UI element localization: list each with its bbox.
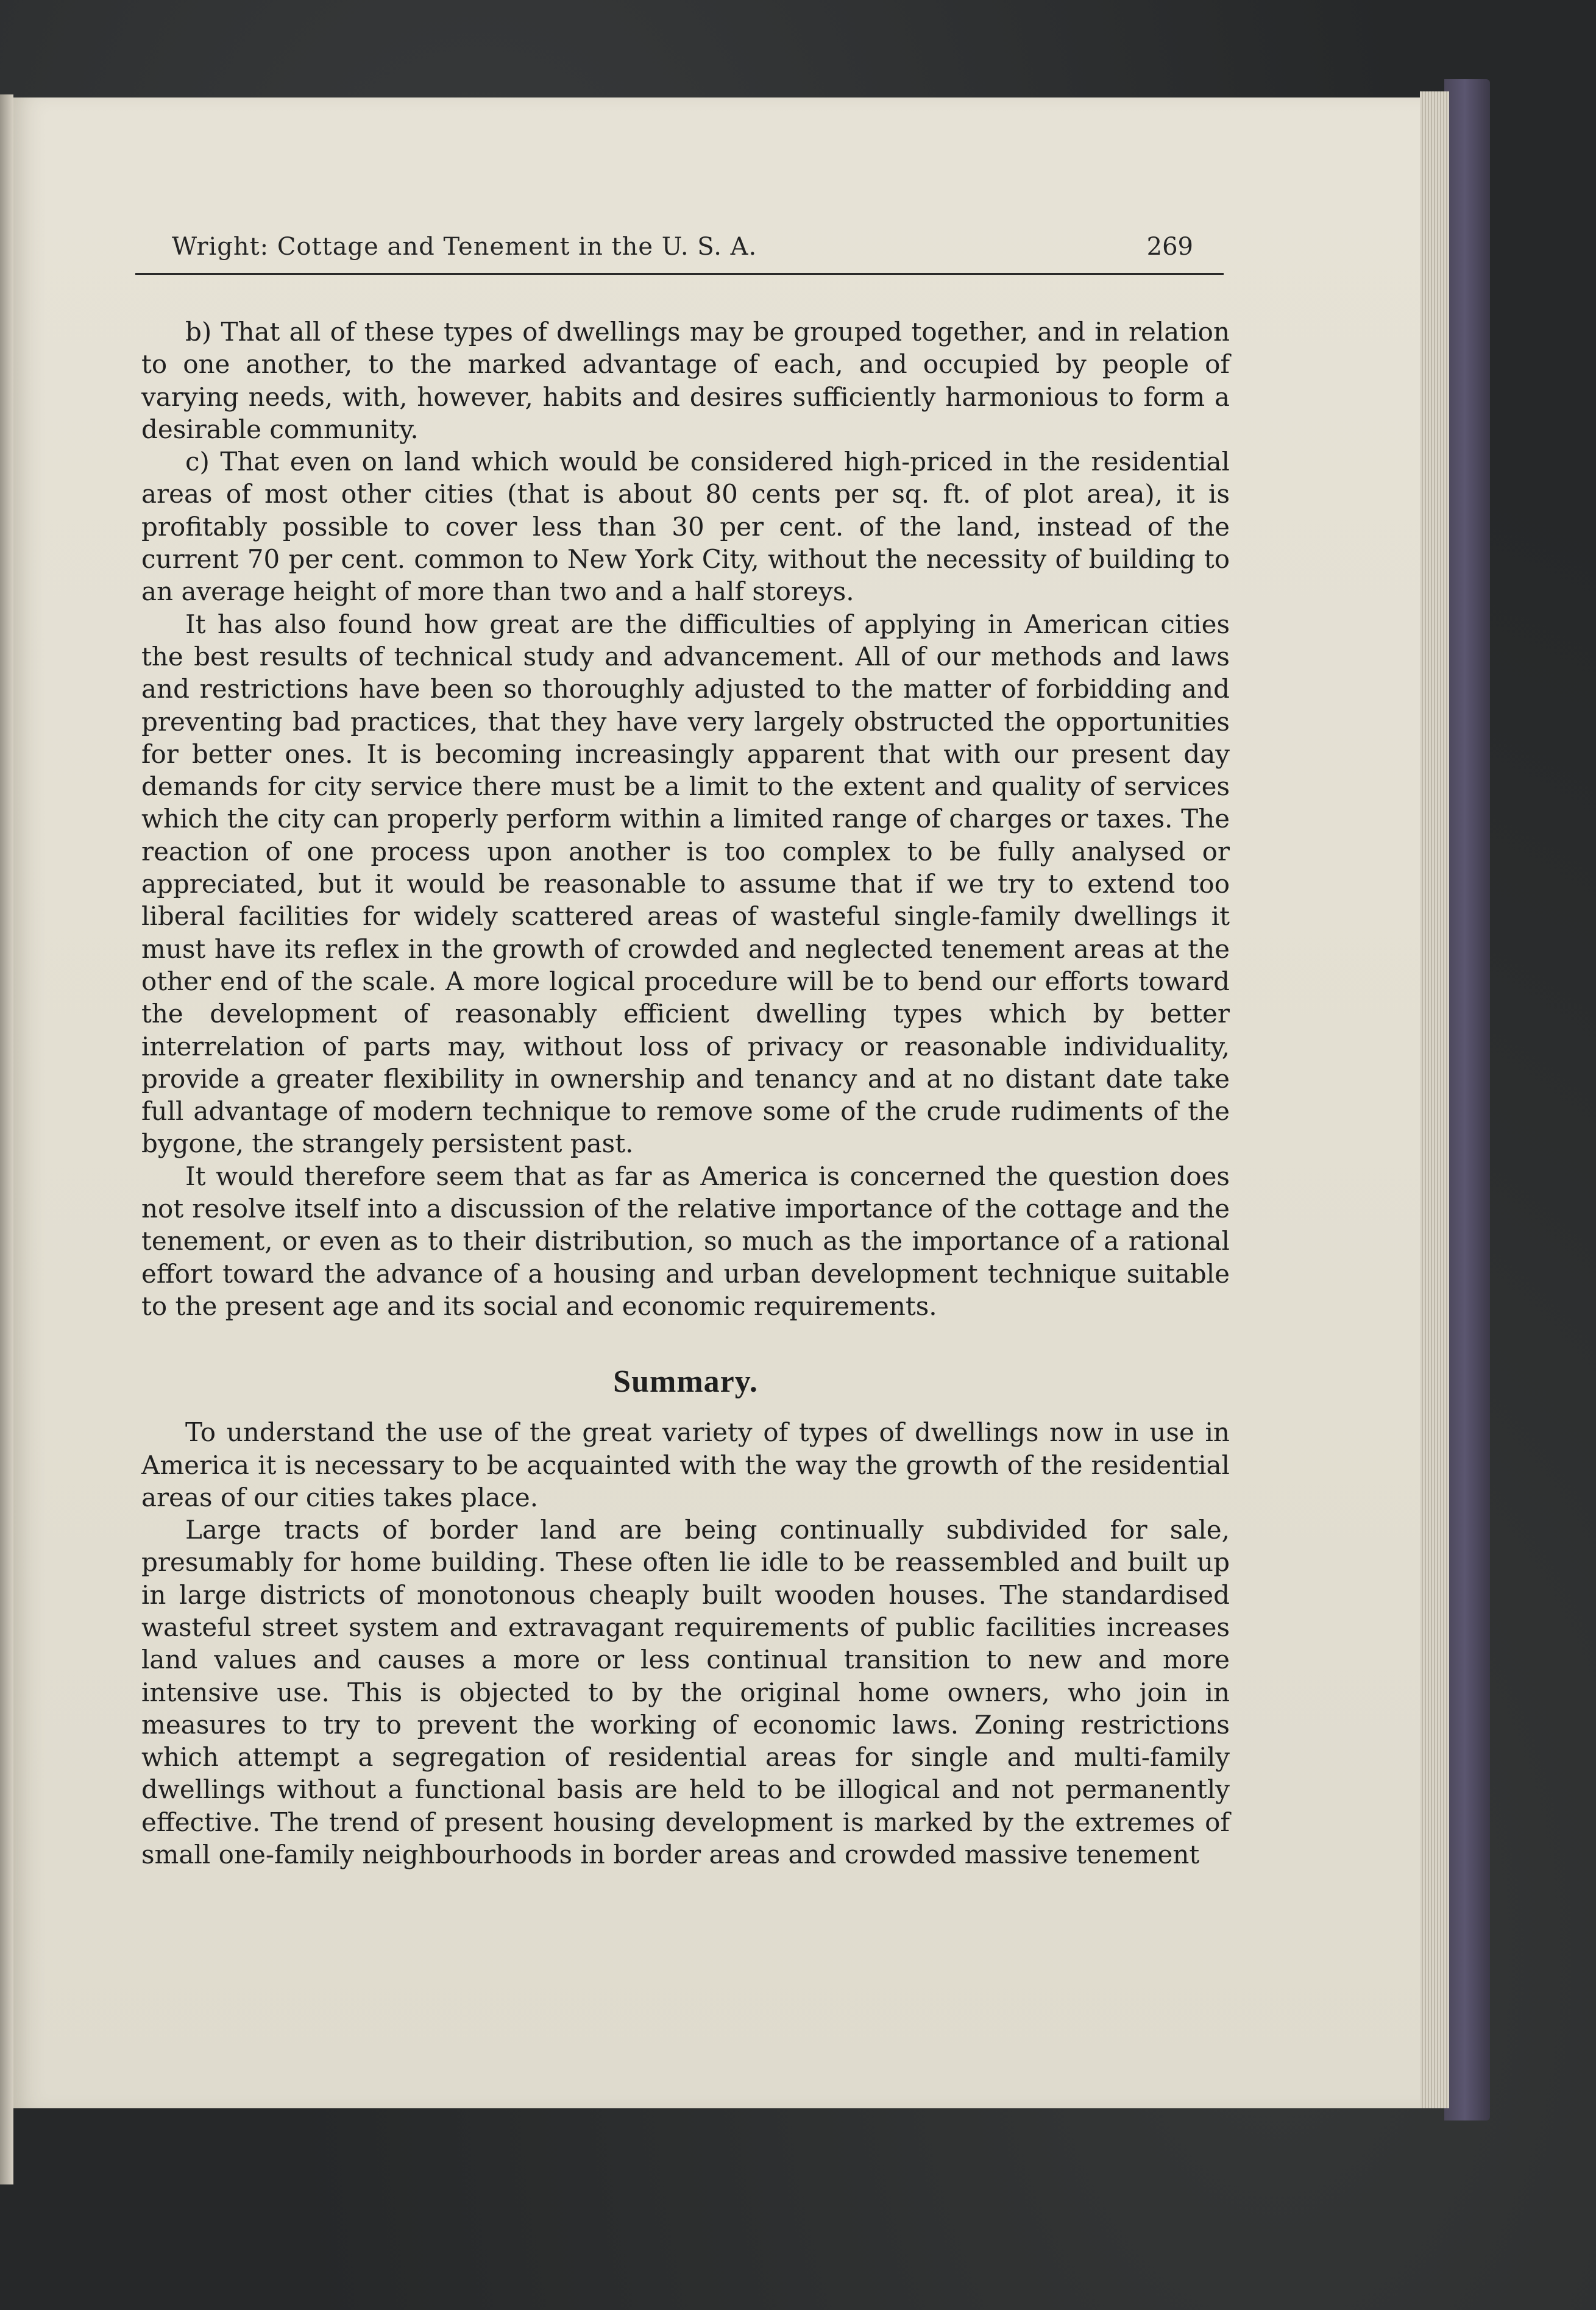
paragraph-c: c) That even on land which would be considered high-priced in the residential areas of most other cities (that is about 80 cents per sq. ft. of plot area), it is profitably possible to cover less than 30 per cent. of the land, instead of the current 70 per cent. common to New York City, without the necessity of building to an average height of more than two and a half storeys. — [141, 447, 1230, 607]
paragraph-b: b) That all of these types of dwellings may be grouped together, and in relation to one another, to the marked advantage of each, and occupied by people of varying needs, with, however, habits and desires sufficiently harmonious to form a desirable community. — [141, 317, 1230, 444]
summary-paragraph-2: Large tracts of border land are being continually subdivided for sale, presumably for home building. These often lie idle to be reassembled and built up in large districts of monotonous cheaply built wooden houses. The standardised wasteful street system and extravagant requirements of public facilities increases land values and causes a more or less continual transition to new and more intensive use. This is objected to by the original home owners, who join in measures to try to prevent the working of economic laws. Zoning restrictions which attempt a segregation of residential areas for single and multi-family dwellings without a functional basis are held to be illogical and not permanently effective. The trend of present housing development is marked by the extremes of small one-family neighbourhoods in border areas and crowded massive tenement — [141, 1515, 1230, 1870]
running-title: Wright: Cottage and Tenement in the U. S. A. — [172, 233, 757, 261]
page-body — [141, 316, 1230, 1871]
running-header — [135, 230, 1224, 275]
page-stack-edge — [1420, 91, 1449, 2108]
paragraph-difficulties: It has also found how great are the difficulties of applying in American cities the best results of technical study and advancement. All of our methods and laws and restrictions have been so thoroughly adjusted to the matter of forbidding and preventing bad practices, that they have very largely obstructed the opportunities for better ones. It is becoming increasingly apparent that with our present day demands for city service there must be a limit to the extent and quality of services which the city can properly perform within a limited range of charges or taxes. The reaction of one process upon another is too complex to be fully analysed or appreciated, but it would be reasonable to assume that if we try to extend too liberal facilities for widely scattered areas of wasteful single-family dwellings it must have its reflex in the growth of crowded and neglected tenement areas at the other end of the scale. A more logical procedure will be to bend our efforts toward the development of reasonably efficient dwelling types which by better interrelation of parts may, without loss of privacy or reasonable individuality, provide a greater flexibility in ownership and tenancy and at no distant date take full advantage of modern technique to remove some of the crude rudiments of the bygone, the strangely persistent past. — [141, 609, 1230, 1159]
page-number: 269 — [1146, 233, 1193, 261]
paragraph-conclusion: It would therefore seem that as far as America is concerned the question does not resolve itself into a discussion of the relative importance of the cottage and the tenement, or even as to their distribution, so much as the importance of a rational effort toward the advance of a housing and urban development technique suitable to the present age and its social and economic requirements. — [141, 1161, 1230, 1321]
book-cover-edge — [1444, 79, 1490, 2120]
summary-paragraph-1: To understand the use of the great variety of types of dwellings now in use in America it is necessary to be acquainted with the way the growth of the residential areas of our cities takes place. — [141, 1417, 1230, 1512]
facing-page-edge — [0, 94, 13, 2184]
summary-heading: Summary. — [613, 1364, 758, 1400]
